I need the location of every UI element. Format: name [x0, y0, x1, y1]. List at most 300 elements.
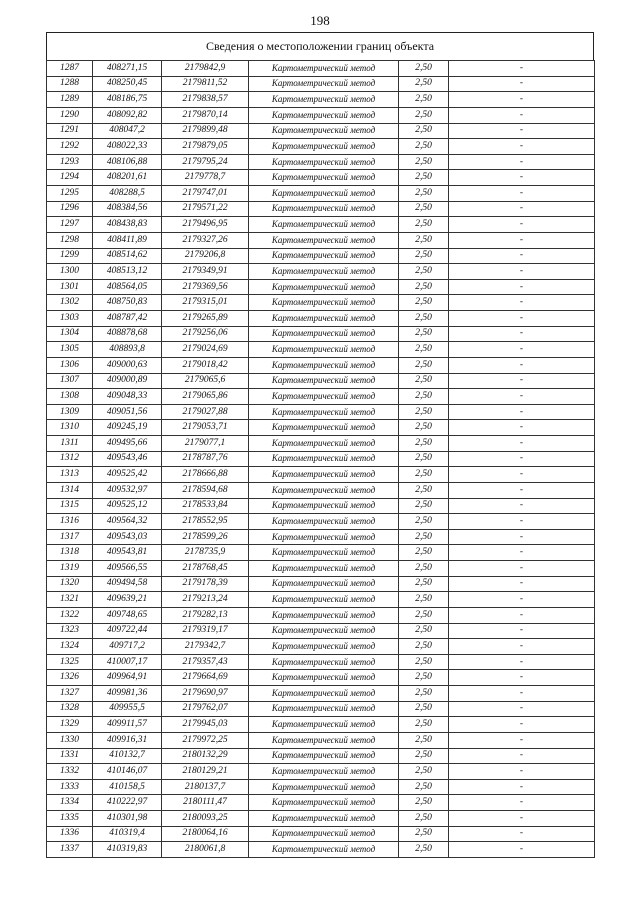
table-row [47, 404, 595, 420]
table-row [47, 232, 595, 248]
cell-method: Картометрический метод [249, 467, 399, 483]
cell-coord-y: 2179265,89 [162, 311, 249, 327]
cell-coord-x: 408514,62 [93, 248, 162, 264]
cell-method: Картометрический метод [249, 764, 399, 780]
table-row [47, 373, 595, 389]
cell-accuracy: 2,50 [399, 186, 449, 202]
cell-coord-y: 2179327,26 [162, 232, 249, 248]
table-row [47, 201, 595, 217]
cell-coord-y: 2179778,7 [162, 170, 249, 186]
cell-coord-x: 409543,46 [93, 451, 162, 467]
cell-accuracy: 2,50 [399, 404, 449, 420]
cell-coord-x: 409048,33 [93, 389, 162, 405]
cell-coord-y: 2179024,69 [162, 342, 249, 358]
cell-point-number: 1329 [47, 717, 93, 733]
cell-method: Картометрический метод [249, 779, 399, 795]
cell-accuracy: 2,50 [399, 561, 449, 577]
table-row [47, 701, 595, 717]
cell-point-number: 1316 [47, 514, 93, 530]
cell-method: Картометрический метод [249, 170, 399, 186]
table-row [47, 217, 595, 233]
cell-coord-x: 409911,57 [93, 717, 162, 733]
cell-accuracy: 2,50 [399, 545, 449, 561]
cell-accuracy: 2,50 [399, 607, 449, 623]
cell-coord-x: 409639,21 [93, 592, 162, 608]
cell-accuracy: 2,50 [399, 701, 449, 717]
cell-description: - [449, 482, 595, 498]
cell-method: Картометрический метод [249, 123, 399, 139]
cell-coord-y: 2179315,01 [162, 295, 249, 311]
table-row [47, 76, 595, 92]
cell-point-number: 1312 [47, 451, 93, 467]
cell-accuracy: 2,50 [399, 139, 449, 155]
cell-method: Картометрический метод [249, 326, 399, 342]
cell-coord-x: 408878,68 [93, 326, 162, 342]
cell-coord-y: 2178735,9 [162, 545, 249, 561]
table-row [47, 248, 595, 264]
table-row [47, 529, 595, 545]
cell-coord-x: 408750,83 [93, 295, 162, 311]
cell-coord-x: 409245,19 [93, 420, 162, 436]
cell-point-number: 1304 [47, 326, 93, 342]
cell-coord-y: 2179357,43 [162, 654, 249, 670]
cell-point-number: 1336 [47, 826, 93, 842]
cell-accuracy: 2,50 [399, 576, 449, 592]
cell-description: - [449, 607, 595, 623]
cell-method: Картометрический метод [249, 389, 399, 405]
cell-point-number: 1300 [47, 264, 93, 280]
cell-description: - [449, 389, 595, 405]
cell-accuracy: 2,50 [399, 295, 449, 311]
cell-method: Картометрический метод [249, 576, 399, 592]
cell-method: Картометрический метод [249, 92, 399, 108]
cell-accuracy: 2,50 [399, 592, 449, 608]
cell-description: - [449, 357, 595, 373]
cell-description: - [449, 201, 595, 217]
cell-coord-x: 409000,89 [93, 373, 162, 389]
cell-coord-y: 2179213,24 [162, 592, 249, 608]
table-row [47, 467, 595, 483]
cell-coord-y: 2179065,6 [162, 373, 249, 389]
cell-accuracy: 2,50 [399, 264, 449, 280]
cell-point-number: 1301 [47, 279, 93, 295]
cell-coord-x: 408201,61 [93, 170, 162, 186]
cell-method: Картометрический метод [249, 623, 399, 639]
cell-accuracy: 2,50 [399, 451, 449, 467]
cell-description: - [449, 232, 595, 248]
cell-coord-y: 2178552,95 [162, 514, 249, 530]
table-row [47, 779, 595, 795]
cell-accuracy: 2,50 [399, 436, 449, 452]
cell-method: Картометрический метод [249, 561, 399, 577]
cell-coord-x: 410007,17 [93, 654, 162, 670]
table-row [47, 545, 595, 561]
cell-point-number: 1306 [47, 357, 93, 373]
cell-point-number: 1290 [47, 107, 93, 123]
cell-accuracy: 2,50 [399, 670, 449, 686]
cell-point-number: 1334 [47, 795, 93, 811]
cell-method: Картометрический метод [249, 670, 399, 686]
table-row [47, 342, 595, 358]
cell-accuracy: 2,50 [399, 217, 449, 233]
cell-coord-x: 408438,83 [93, 217, 162, 233]
cell-method: Картометрический метод [249, 592, 399, 608]
cell-point-number: 1330 [47, 732, 93, 748]
cell-description: - [449, 545, 595, 561]
cell-point-number: 1327 [47, 686, 93, 702]
cell-description: - [449, 92, 595, 108]
cell-method: Картометрический метод [249, 654, 399, 670]
cell-accuracy: 2,50 [399, 326, 449, 342]
cell-point-number: 1298 [47, 232, 93, 248]
cell-method: Картометрический метод [249, 826, 399, 842]
cell-coord-x: 410158,5 [93, 779, 162, 795]
cell-coord-x: 408047,2 [93, 123, 162, 139]
cell-accuracy: 2,50 [399, 76, 449, 92]
table-row [47, 732, 595, 748]
cell-accuracy: 2,50 [399, 514, 449, 530]
cell-method: Картометрический метод [249, 451, 399, 467]
table-row [47, 654, 595, 670]
cell-coord-y: 2180132,29 [162, 748, 249, 764]
cell-method: Картометрический метод [249, 342, 399, 358]
cell-coord-x: 409566,55 [93, 561, 162, 577]
cell-description: - [449, 248, 595, 264]
cell-point-number: 1328 [47, 701, 93, 717]
cell-point-number: 1313 [47, 467, 93, 483]
cell-coord-y: 2180064,16 [162, 826, 249, 842]
table-row [47, 170, 595, 186]
cell-point-number: 1318 [47, 545, 93, 561]
cell-coord-y: 2179945,03 [162, 717, 249, 733]
cell-coord-x: 408564,05 [93, 279, 162, 295]
cell-description: - [449, 670, 595, 686]
cell-coord-y: 2179256,06 [162, 326, 249, 342]
cell-method: Картометрический метод [249, 311, 399, 327]
cell-description: - [449, 561, 595, 577]
table-row [47, 670, 595, 686]
cell-accuracy: 2,50 [399, 232, 449, 248]
cell-coord-x: 408513,12 [93, 264, 162, 280]
cell-coord-y: 2180093,25 [162, 811, 249, 827]
cell-accuracy: 2,50 [399, 842, 449, 858]
cell-coord-y: 2179053,71 [162, 420, 249, 436]
cell-method: Картометрический метод [249, 76, 399, 92]
cell-coord-y: 2179690,97 [162, 686, 249, 702]
table-row [47, 357, 595, 373]
cell-coord-x: 409532,97 [93, 482, 162, 498]
cell-coord-y: 2179349,91 [162, 264, 249, 280]
cell-description: - [449, 701, 595, 717]
cell-accuracy: 2,50 [399, 717, 449, 733]
cell-point-number: 1292 [47, 139, 93, 155]
cell-coord-x: 408250,45 [93, 76, 162, 92]
cell-method: Картометрический метод [249, 545, 399, 561]
cell-point-number: 1302 [47, 295, 93, 311]
table-row [47, 482, 595, 498]
cell-point-number: 1297 [47, 217, 93, 233]
table-row [47, 92, 595, 108]
cell-description: - [449, 576, 595, 592]
cell-coord-x: 409000,63 [93, 357, 162, 373]
cell-point-number: 1321 [47, 592, 93, 608]
cell-coord-x: 409955,5 [93, 701, 162, 717]
cell-point-number: 1315 [47, 498, 93, 514]
cell-method: Картометрический метод [249, 686, 399, 702]
cell-point-number: 1293 [47, 154, 93, 170]
cell-coord-y: 2179282,13 [162, 607, 249, 623]
cell-method: Картометрический метод [249, 61, 399, 77]
cell-coord-y: 2179972,25 [162, 732, 249, 748]
table-row [47, 451, 595, 467]
cell-accuracy: 2,50 [399, 373, 449, 389]
cell-accuracy: 2,50 [399, 748, 449, 764]
cell-accuracy: 2,50 [399, 170, 449, 186]
cell-coord-x: 408288,5 [93, 186, 162, 202]
cell-accuracy: 2,50 [399, 389, 449, 405]
cell-coord-y: 2180061,8 [162, 842, 249, 858]
table-row [47, 311, 595, 327]
cell-description: - [449, 61, 595, 77]
cell-description: - [449, 373, 595, 389]
cell-coord-y: 2178594,68 [162, 482, 249, 498]
cell-point-number: 1287 [47, 61, 93, 77]
cell-coord-x: 409748,65 [93, 607, 162, 623]
cell-description: - [449, 170, 595, 186]
cell-method: Картометрический метод [249, 639, 399, 655]
cell-description: - [449, 826, 595, 842]
cell-description: - [449, 342, 595, 358]
cell-description: - [449, 186, 595, 202]
cell-method: Картометрический метод [249, 436, 399, 452]
cell-coord-y: 2179206,8 [162, 248, 249, 264]
table-row [47, 295, 595, 311]
cell-accuracy: 2,50 [399, 732, 449, 748]
cell-description: - [449, 326, 595, 342]
cell-point-number: 1310 [47, 420, 93, 436]
cell-point-number: 1320 [47, 576, 93, 592]
table-row [47, 389, 595, 405]
cell-method: Картометрический метод [249, 717, 399, 733]
cell-coord-y: 2179747,01 [162, 186, 249, 202]
cell-coord-y: 2179319,17 [162, 623, 249, 639]
cell-coord-y: 2179369,56 [162, 279, 249, 295]
table-row [47, 107, 595, 123]
cell-accuracy: 2,50 [399, 61, 449, 77]
cell-coord-y: 2179879,05 [162, 139, 249, 155]
cell-method: Картометрический метод [249, 795, 399, 811]
cell-coord-y: 2178599,26 [162, 529, 249, 545]
cell-point-number: 1311 [47, 436, 93, 452]
cell-description: - [449, 451, 595, 467]
cell-point-number: 1325 [47, 654, 93, 670]
cell-point-number: 1333 [47, 779, 93, 795]
table-body [47, 61, 595, 858]
table-row [47, 748, 595, 764]
cell-description: - [449, 311, 595, 327]
cell-coord-y: 2179795,24 [162, 154, 249, 170]
cell-coord-x: 408106,88 [93, 154, 162, 170]
cell-coord-x: 410301,98 [93, 811, 162, 827]
cell-coord-x: 409717,2 [93, 639, 162, 655]
table-row [47, 592, 595, 608]
table-row [47, 842, 595, 858]
cell-description: - [449, 686, 595, 702]
cell-accuracy: 2,50 [399, 107, 449, 123]
cell-point-number: 1309 [47, 404, 93, 420]
cell-accuracy: 2,50 [399, 357, 449, 373]
cell-method: Картометрический метод [249, 373, 399, 389]
cell-point-number: 1294 [47, 170, 93, 186]
cell-method: Картометрический метод [249, 279, 399, 295]
cell-method: Картометрический метод [249, 154, 399, 170]
cell-accuracy: 2,50 [399, 498, 449, 514]
cell-description: - [449, 295, 595, 311]
cell-coord-x: 409964,91 [93, 670, 162, 686]
cell-coord-x: 409543,81 [93, 545, 162, 561]
table-row [47, 639, 595, 655]
table-row [47, 717, 595, 733]
cell-method: Картометрический метод [249, 732, 399, 748]
cell-coord-x: 410319,4 [93, 826, 162, 842]
cell-coord-x: 408384,56 [93, 201, 162, 217]
cell-coord-y: 2179838,57 [162, 92, 249, 108]
cell-coord-y: 2179870,14 [162, 107, 249, 123]
cell-accuracy: 2,50 [399, 826, 449, 842]
cell-description: - [449, 592, 595, 608]
cell-description: - [449, 795, 595, 811]
cell-coord-y: 2178533,84 [162, 498, 249, 514]
cell-accuracy: 2,50 [399, 811, 449, 827]
table-row [47, 764, 595, 780]
cell-point-number: 1299 [47, 248, 93, 264]
cell-point-number: 1322 [47, 607, 93, 623]
cell-accuracy: 2,50 [399, 248, 449, 264]
cell-description: - [449, 420, 595, 436]
cell-description: - [449, 498, 595, 514]
cell-coord-y: 2179018,42 [162, 357, 249, 373]
cell-accuracy: 2,50 [399, 795, 449, 811]
cell-method: Картометрический метод [249, 482, 399, 498]
cell-accuracy: 2,50 [399, 467, 449, 483]
cell-description: - [449, 76, 595, 92]
cell-coord-y: 2179065,86 [162, 389, 249, 405]
cell-point-number: 1323 [47, 623, 93, 639]
cell-method: Картометрический метод [249, 607, 399, 623]
cell-description: - [449, 717, 595, 733]
table-row [47, 498, 595, 514]
cell-coord-y: 2179077,1 [162, 436, 249, 452]
cell-coord-y: 2179762,07 [162, 701, 249, 717]
cell-point-number: 1307 [47, 373, 93, 389]
cell-method: Картометрический метод [249, 139, 399, 155]
cell-coord-x: 408022,33 [93, 139, 162, 155]
cell-method: Картометрический метод [249, 295, 399, 311]
cell-method: Картометрический метод [249, 748, 399, 764]
cell-description: - [449, 779, 595, 795]
cell-method: Картометрический метод [249, 186, 399, 202]
cell-method: Картометрический метод [249, 217, 399, 233]
cell-description: - [449, 467, 595, 483]
cell-coord-y: 2179496,95 [162, 217, 249, 233]
cell-accuracy: 2,50 [399, 279, 449, 295]
cell-accuracy: 2,50 [399, 529, 449, 545]
cell-method: Картометрический метод [249, 357, 399, 373]
cell-coord-y: 2179027,88 [162, 404, 249, 420]
cell-accuracy: 2,50 [399, 764, 449, 780]
cell-coord-x: 408893,8 [93, 342, 162, 358]
cell-method: Картометрический метод [249, 514, 399, 530]
cell-coord-y: 2179571,22 [162, 201, 249, 217]
cell-accuracy: 2,50 [399, 654, 449, 670]
cell-coord-x: 410319,83 [93, 842, 162, 858]
cell-coord-y: 2179842,9 [162, 61, 249, 77]
cell-point-number: 1303 [47, 311, 93, 327]
cell-method: Картометрический метод [249, 420, 399, 436]
cell-point-number: 1291 [47, 123, 93, 139]
cell-accuracy: 2,50 [399, 342, 449, 358]
cell-coord-x: 409564,32 [93, 514, 162, 530]
table-row [47, 123, 595, 139]
cell-description: - [449, 514, 595, 530]
table-row [47, 154, 595, 170]
table-row [47, 264, 595, 280]
cell-coord-y: 2180137,7 [162, 779, 249, 795]
cell-coord-y: 2179811,52 [162, 76, 249, 92]
cell-description: - [449, 279, 595, 295]
cell-coord-x: 408787,42 [93, 311, 162, 327]
cell-coord-x: 409525,12 [93, 498, 162, 514]
cell-coord-x: 410146,07 [93, 764, 162, 780]
cell-description: - [449, 123, 595, 139]
boundary-document [46, 32, 594, 858]
cell-point-number: 1314 [47, 482, 93, 498]
cell-point-number: 1289 [47, 92, 93, 108]
cell-accuracy: 2,50 [399, 154, 449, 170]
table-row [47, 420, 595, 436]
cell-point-number: 1331 [47, 748, 93, 764]
cell-point-number: 1288 [47, 76, 93, 92]
table-row [47, 811, 595, 827]
table-row [47, 826, 595, 842]
cell-coord-x: 409495,66 [93, 436, 162, 452]
cell-description: - [449, 154, 595, 170]
cell-point-number: 1319 [47, 561, 93, 577]
cell-description: - [449, 264, 595, 280]
table-row [47, 139, 595, 155]
cell-description: - [449, 732, 595, 748]
cell-description: - [449, 529, 595, 545]
table-row [47, 561, 595, 577]
cell-coord-y: 2179342,7 [162, 639, 249, 655]
table-row [47, 279, 595, 295]
cell-coord-y: 2178787,76 [162, 451, 249, 467]
cell-description: - [449, 217, 595, 233]
table-row [47, 686, 595, 702]
cell-coord-x: 408092,82 [93, 107, 162, 123]
cell-point-number: 1335 [47, 811, 93, 827]
cell-coord-x: 409051,56 [93, 404, 162, 420]
cell-accuracy: 2,50 [399, 201, 449, 217]
cell-coord-x: 409543,03 [93, 529, 162, 545]
cell-coord-x: 410132,7 [93, 748, 162, 764]
table-row [47, 186, 595, 202]
cell-coord-x: 408271,15 [93, 61, 162, 77]
cell-method: Картометрический метод [249, 701, 399, 717]
cell-point-number: 1332 [47, 764, 93, 780]
cell-point-number: 1305 [47, 342, 93, 358]
cell-method: Картометрический метод [249, 248, 399, 264]
